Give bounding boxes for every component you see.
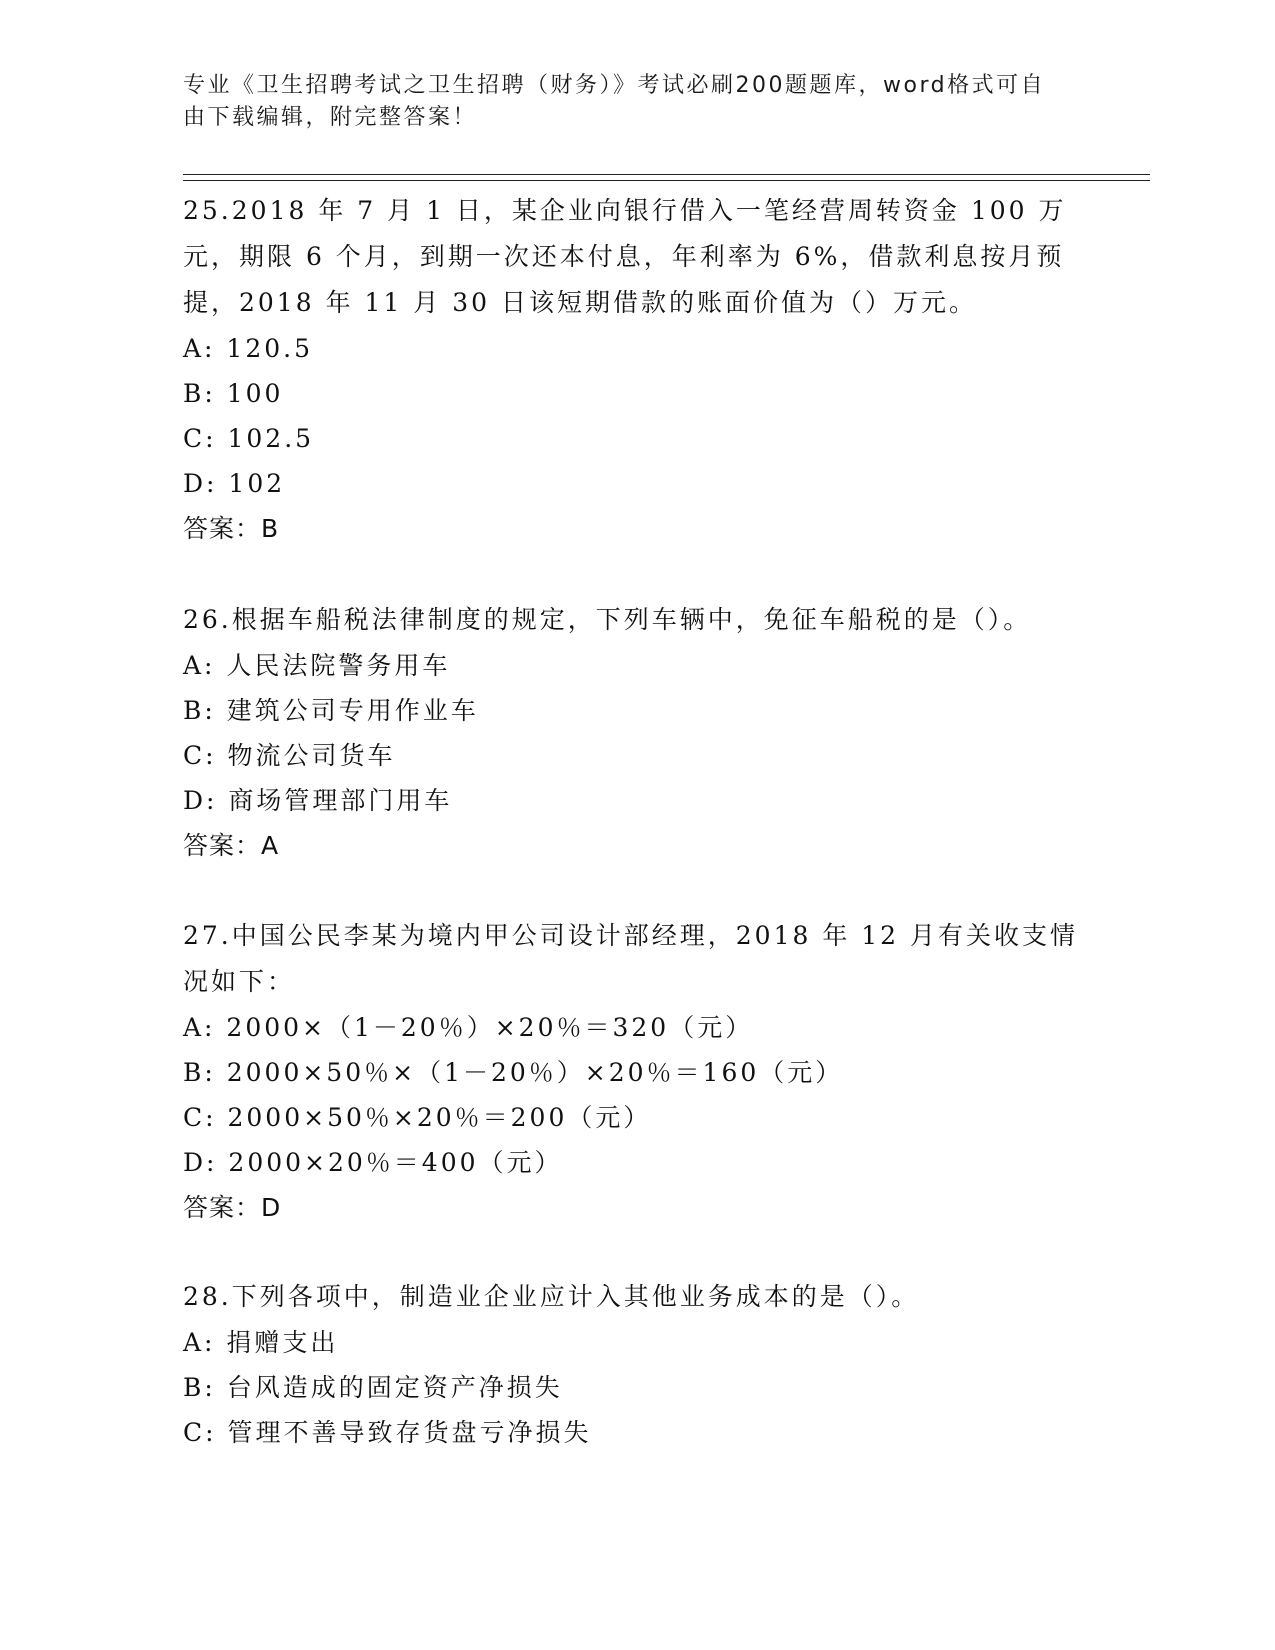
answer-line: 答案：B	[183, 514, 280, 543]
option-b: B: 100	[183, 379, 284, 408]
answer-line: 答案：D	[183, 1193, 282, 1222]
option-a: A: 120.5	[183, 334, 313, 363]
header-divider-bottom	[183, 180, 1150, 181]
option-c: C: 物流公司货车	[183, 741, 396, 770]
option-c: C: 102.5	[183, 424, 315, 453]
answer-line: 答案：A	[183, 831, 280, 860]
header-title-line-2: 由下载编辑，附完整答案！	[183, 105, 478, 130]
question-text: 28.下列各项中，制造业企业应计入其他业务成本的是（）。	[183, 1282, 920, 1311]
option-d: D: 102	[183, 469, 286, 498]
option-a: A: 人民法院警务用车	[183, 651, 451, 680]
question-text: 26.根据车船税法律制度的规定，下列车辆中，免征车船税的是（）。	[183, 605, 1032, 634]
option-c: C: 管理不善导致存货盘亏净损失	[183, 1418, 592, 1447]
option-c: C: 2000×50％×20％＝200（元）	[183, 1103, 652, 1132]
question-28	[183, 1274, 1083, 1455]
question-27	[183, 913, 1083, 1231]
question-26	[183, 597, 1083, 869]
option-b: B: 台风造成的固定资产净损失	[183, 1373, 563, 1402]
option-b: B: 建筑公司专用作业车	[183, 696, 479, 725]
document-header	[183, 70, 1063, 134]
header-title-line-1: 专业《卫生招聘考试之卫生招聘（财务）》考试必刷200题题库，word格式可自	[183, 73, 1046, 98]
option-b: B: 2000×50％×（1－20％）×20％＝160（元）	[183, 1058, 844, 1087]
header-divider-top	[183, 174, 1150, 175]
option-a: A: 捐赠支出	[183, 1328, 339, 1357]
question-text: 25.2018 年 7 月 1 日，某企业向银行借入一笔经营周转资金 100 万元，期限 6 个月，到期一次还本付息，年利率为 6%，借款利息按月预提，2018 年 11 月 30 日该短期借款的账面价值为（）万元。	[183, 196, 1067, 317]
option-a: A: 2000×（1－20％）×20％＝320（元）	[183, 1013, 754, 1042]
question-25	[183, 188, 1083, 552]
option-d: D: 商场管理部门用车	[183, 786, 453, 815]
option-d: D: 2000×20％＝400（元）	[183, 1148, 563, 1177]
question-text: 27.中国公民李某为境内甲公司设计部经理，2018 年 12 月有关收支情况如下：	[183, 921, 1079, 996]
